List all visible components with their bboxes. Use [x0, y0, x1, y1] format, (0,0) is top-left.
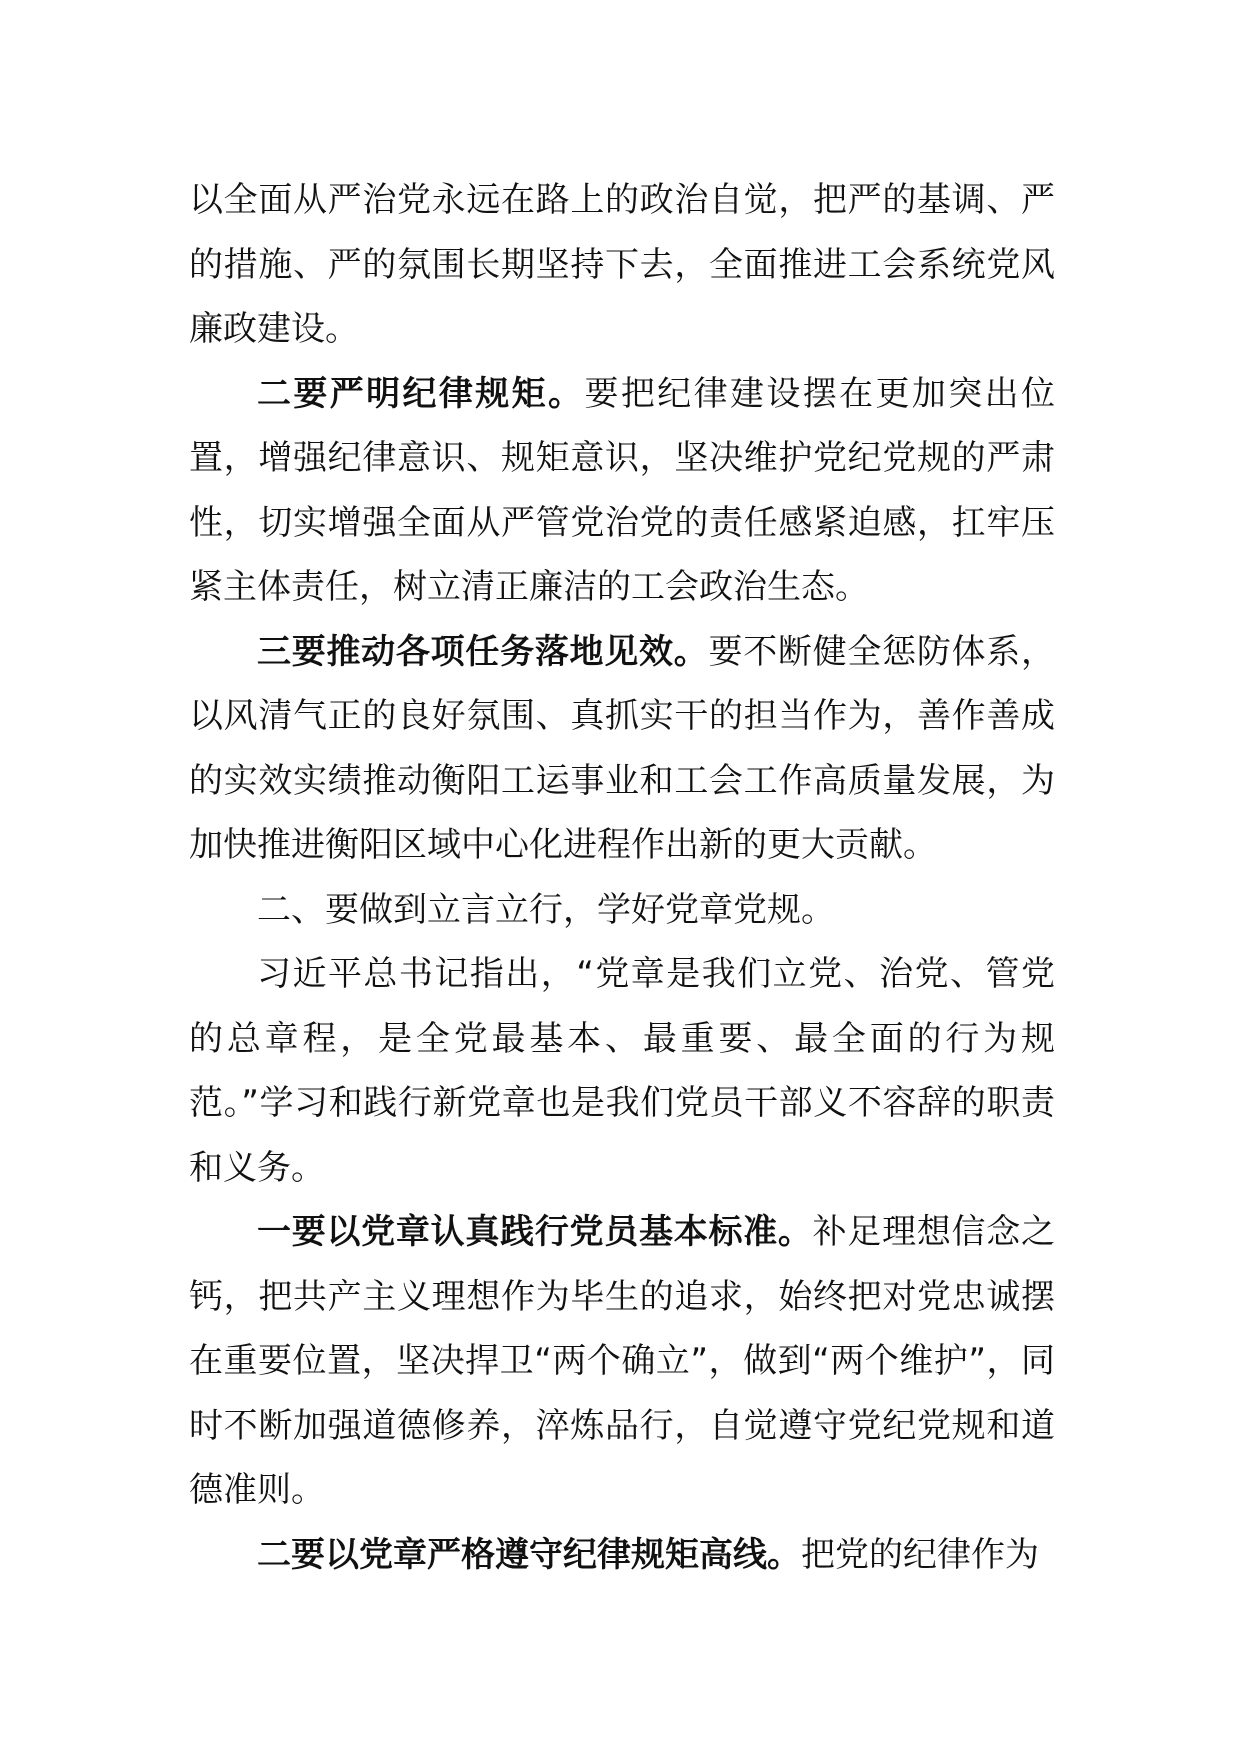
paragraph-7	[189, 1523, 1055, 1588]
paragraph-5	[189, 942, 1055, 1200]
paragraph-3-text: 要不断健全惩防体系，以风清气正的良好氛围、真抓实干的担当作为，善作善成的实效实绩推动衡阳工运事业和工会工作高质量发展，为加快推进衡阳区域中心化进程作出新的更大贡献。	[189, 631, 1056, 865]
paragraph-3-lead: 三要推动各项任务落地见效。	[257, 631, 709, 672]
paragraph-5-text: 习近平总书记指出，“党章是我们立党、治党、管党的总章程，是全党最基本、最重要、最全面的行为规范。”学习和践行新党章也是我们党员干部义不容辞的职责和义务。	[189, 954, 1055, 1188]
paragraph-6	[189, 1200, 1055, 1523]
paragraph-3	[189, 620, 1055, 878]
paragraph-7-text: 把党的纪律作为	[801, 1534, 1039, 1575]
paragraph-1	[189, 168, 1055, 362]
paragraph-2-text: 要把纪律建设摆在更加突出位置，增强纪律意识、规矩意识，坚决维护党纪党规的严肃性，切实增强全面从严管党治党的责任感紧迫感，扛牢压紧主体责任，树立清正廉洁的工会政治生态。	[189, 373, 1056, 607]
paragraph-6-lead: 一要以党章认真践行党员基本标准。	[257, 1212, 813, 1252]
paragraph-7-lead: 二要以党章严格遵守纪律规矩高线。	[257, 1534, 801, 1575]
paragraph-1-text: 以全面从严治党永远在路上的政治自觉，把严的基调、严的措施、严的氛围长期坚持下去，全面推进工会系统党风廉政建设。	[189, 180, 1055, 349]
section-heading	[189, 878, 1055, 943]
paragraph-2-lead: 二要严明纪律规矩。	[257, 373, 585, 414]
document-body	[189, 168, 1055, 1587]
paragraph-6-text: 补足理想信念之钙，把共产主义理想作为毕生的追求，始终把对党忠诚摆在重要位置，坚决捍卫“两个确立”，做到“两个维护”，同时不断加强道德修养，淬炼品行，自觉遵守党纪党规和道德准则。	[189, 1212, 1056, 1510]
paragraph-4-text: 二、要做到立言立行，学好党章党规。	[257, 889, 835, 930]
paragraph-2	[189, 362, 1055, 620]
